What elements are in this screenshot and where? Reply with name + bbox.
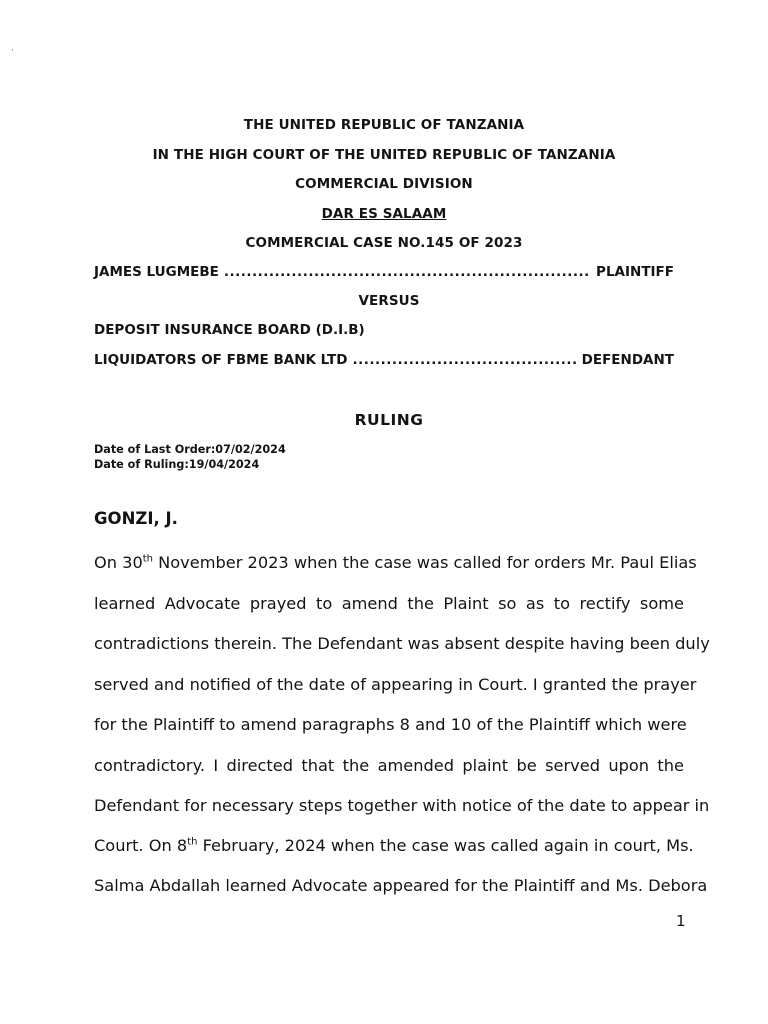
defendant-name: LIQUIDATORS OF FBME BANK LTD [94, 352, 348, 368]
date-last-order: Date of Last Order:07/02/2024 [94, 443, 286, 456]
body-line-2: learned Advocate prayed to amend the Plaint so as to rectify some [94, 594, 684, 613]
body-line-1 [94, 553, 697, 572]
leader-dots [352, 352, 576, 368]
text-fragment: February, 2024 when the case was called again in court, Ms. [197, 836, 694, 855]
location-text: DAR ES SALAAM [321, 206, 447, 222]
ruling-title: RULING [354, 411, 424, 429]
body-line-3: contradictions therein. The Defendant was absent despite having been duly [94, 634, 710, 653]
body-line-8 [94, 836, 694, 855]
defendant-role: DEFENDANT [581, 352, 674, 368]
body-line-4: served and notified of the date of appearing in Court. I granted the prayer [94, 675, 697, 694]
court-heading: IN THE HIGH COURT OF THE UNITED REPUBLIC OF TANZANIA [152, 147, 616, 163]
defendant-line-1: DEPOSIT INSURANCE BOARD (D.I.B) [94, 322, 365, 338]
leader-dots [224, 264, 591, 280]
judge-name: GONZI, J. [94, 509, 178, 528]
text-fragment: On 30 [94, 553, 143, 572]
text-fragment: Court. On 8 [94, 836, 188, 855]
ordinal-suffix: th [187, 836, 198, 848]
plaintiff-name: JAMES LUGMEBE [94, 264, 219, 280]
division-heading: COMMERCIAL DIVISION [295, 176, 473, 192]
plaintiff-row [94, 264, 674, 280]
versus-label: VERSUS [358, 293, 420, 309]
ordinal-suffix: th [142, 553, 154, 565]
body-line-6: contradictory. I directed that the amended plaint be served upon the [94, 756, 684, 775]
plaintiff-role: PLAINTIFF [596, 264, 674, 280]
defendant-row [94, 352, 674, 368]
case-number: COMMERCIAL CASE NO.145 OF 2023 [245, 235, 523, 251]
republic-heading: THE UNITED REPUBLIC OF TANZANIA [243, 117, 525, 133]
body-line-7: Defendant for necessary steps together with notice of the date to appear in [94, 796, 710, 815]
dates-block [94, 442, 286, 472]
text-fragment: November 2023 when the case was called for orders Mr. Paul Elias [153, 553, 697, 572]
body-line-9: Salma Abdallah learned Advocate appeared for the Plaintiff and Ms. Debora [94, 876, 708, 895]
body-line-5: for the Plaintiff to amend paragraphs 8 and 10 of the Plaintiff which were [94, 715, 687, 734]
date-ruling: Date of Ruling:19/04/2024 [94, 458, 260, 471]
page-number: 1 [676, 912, 686, 930]
location-heading [0, 206, 768, 222]
